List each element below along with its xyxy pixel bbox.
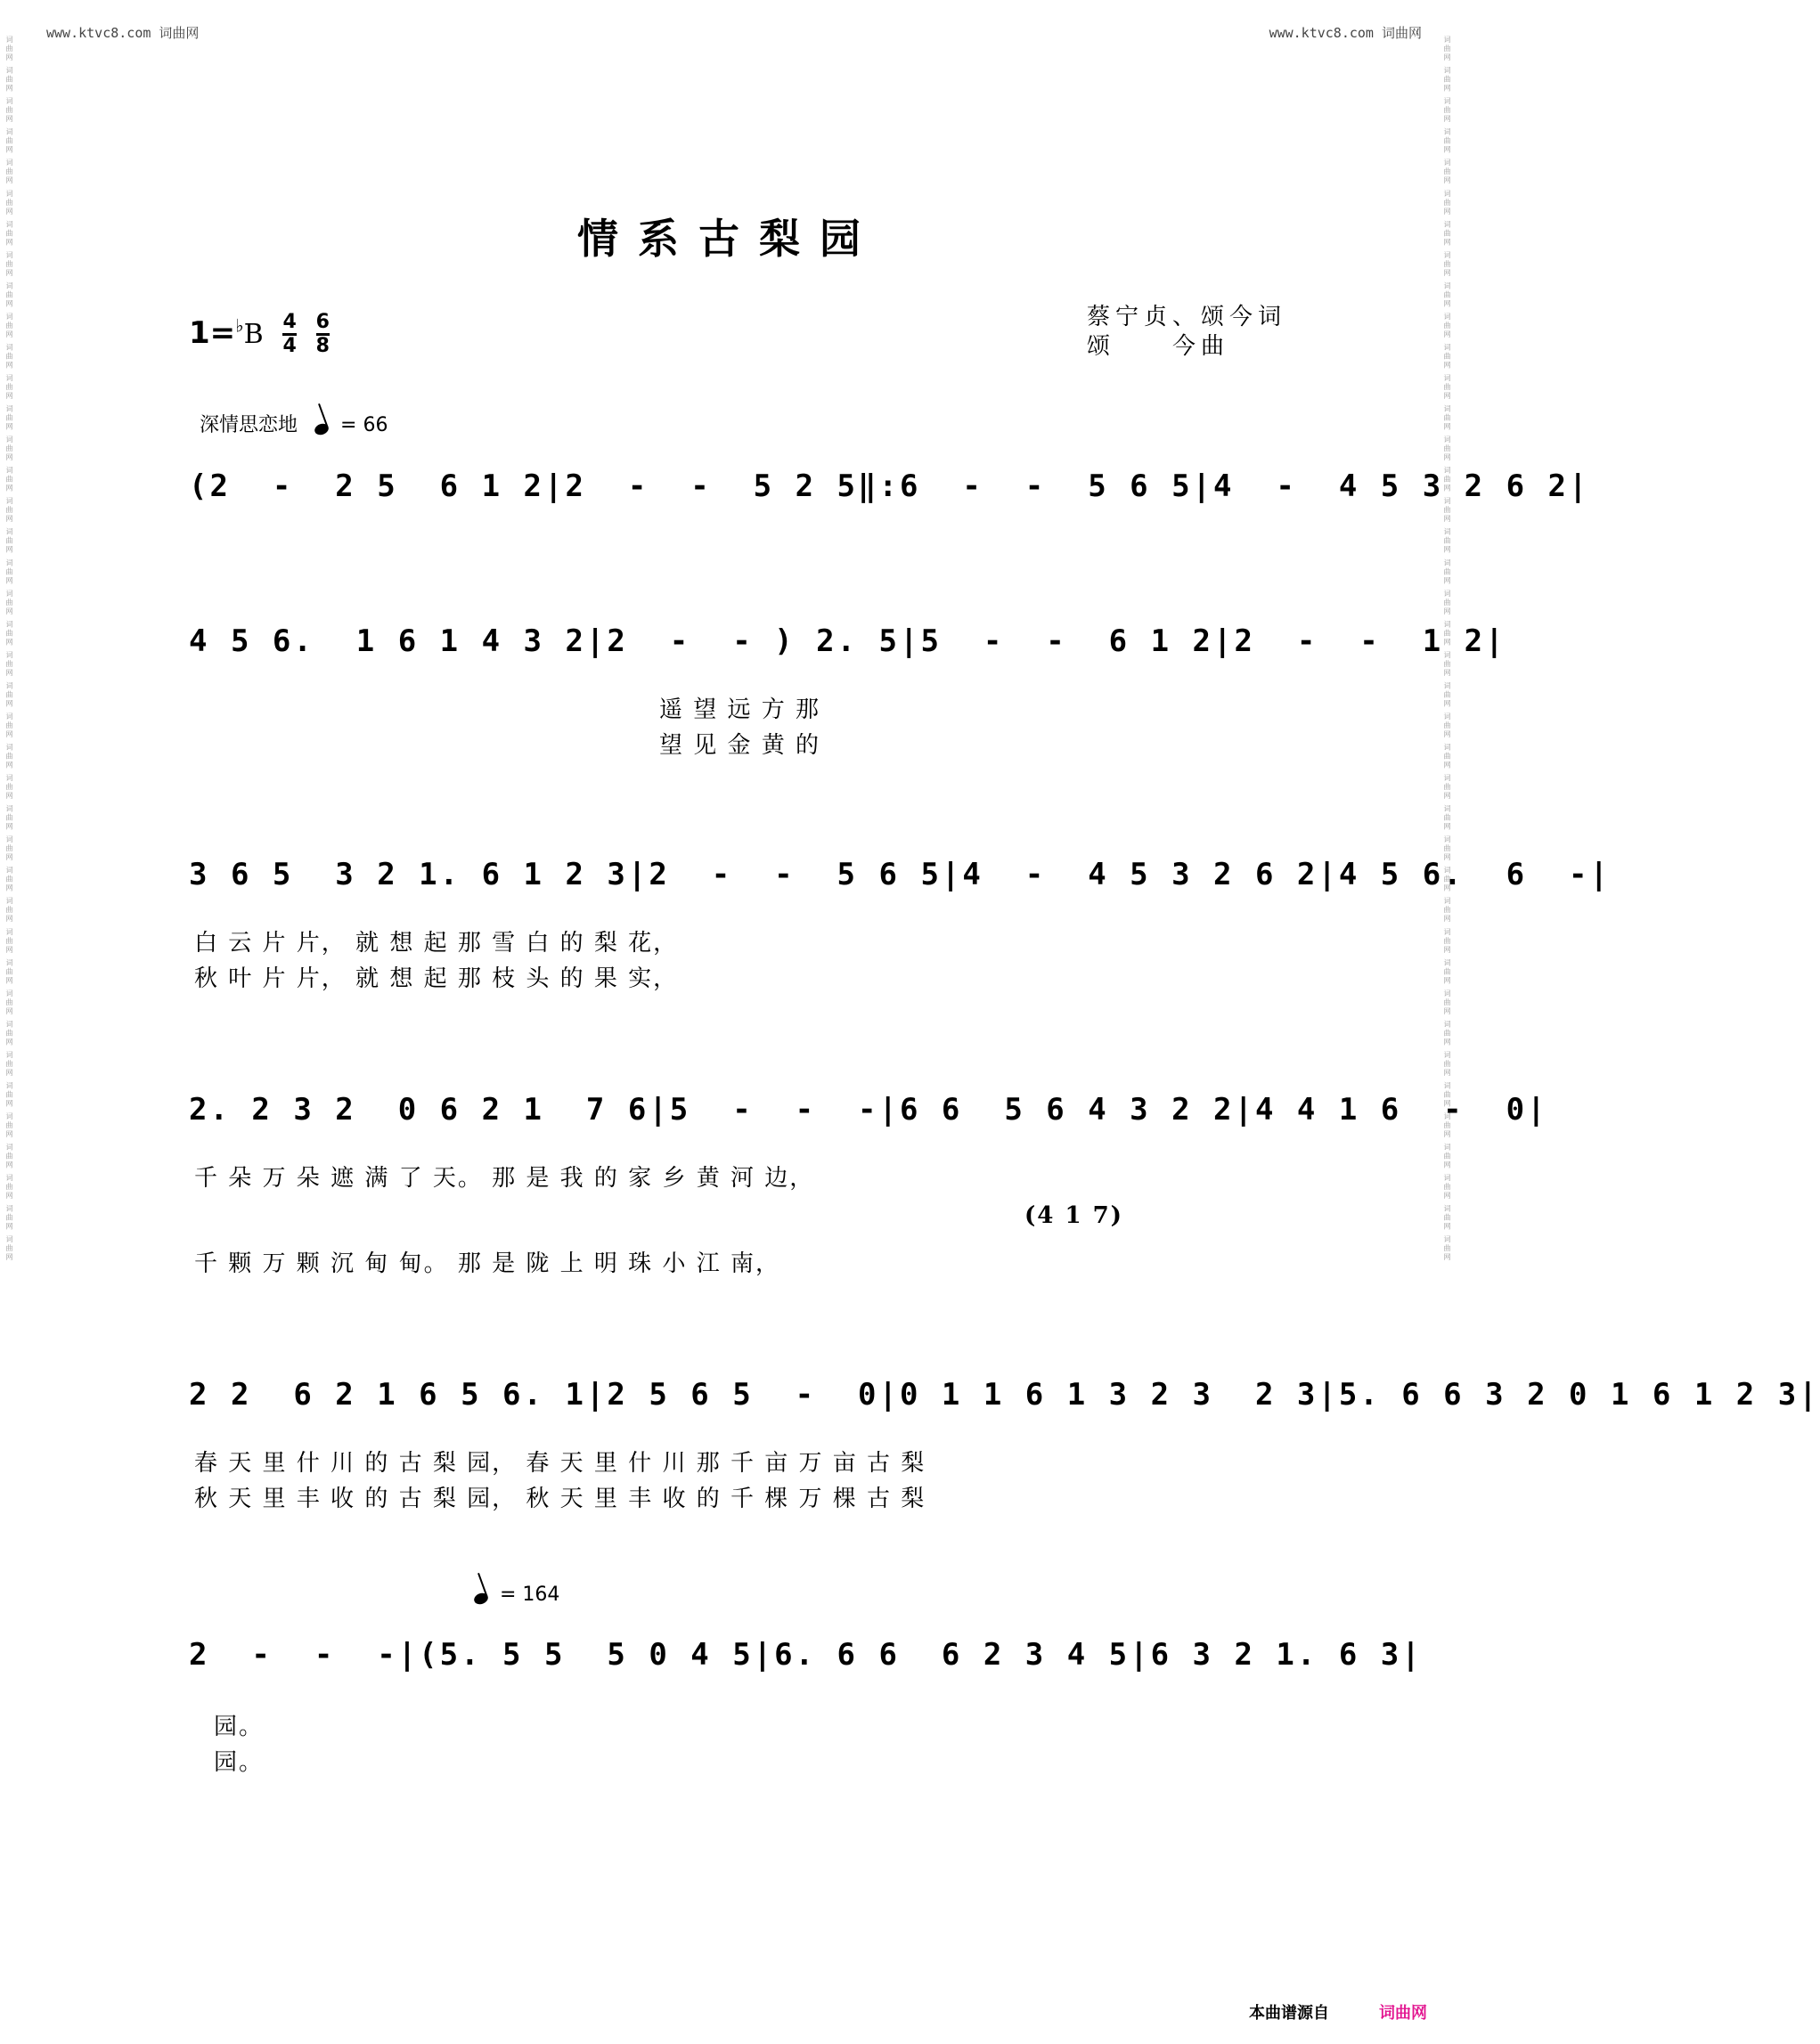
time-signature-2: $\frac{6}{8}$ bbox=[315, 311, 330, 357]
page-title: 情系古梨园 bbox=[577, 215, 880, 263]
key-signature bbox=[189, 312, 330, 357]
staff-system-3: 3 6 5 3 2 1. 6 1 2 3|2 - - 5 6 5|4 - 4 5 3 2 6 2|4 5 6. 6 -| bbox=[189, 857, 1611, 892]
tempo-value: = 66 bbox=[340, 414, 388, 436]
lyric-line: 遥 望 远 方 那 bbox=[659, 696, 821, 723]
lyric-line: 千 颗 万 颗 沉 甸 甸。 那 是 陇 上 明 珠 小 江 南， bbox=[194, 1250, 780, 1277]
lyric-line: 园。 bbox=[214, 1714, 265, 1740]
time-signature-1: $\frac{4}{4}$ bbox=[282, 311, 297, 357]
header-site-right: www.ktvc8.com 词曲网 bbox=[1269, 25, 1422, 41]
flat-sign: ♭ bbox=[235, 314, 244, 337]
watermark-strip-right: 词曲网 词曲网 词曲网 词曲网 词曲网 词曲网 词曲网 词曲网 词曲网 词曲网 词曲网 词曲网 词曲网 词曲网 词曲网 词曲网 词曲网 词曲网 词曲网 词曲网 词曲网 词曲网 词曲网 词曲网 词曲网 词曲网 词曲网 词曲网 词曲网 词曲网 词曲网 词曲网 词曲网 词曲网 词曲网 词曲网 词曲网 词曲网 词曲网 词曲网 bbox=[1443, 36, 1451, 1263]
lyric-line: 园。 bbox=[214, 1749, 265, 1776]
alternate-notes: (4 1 7) bbox=[1024, 1202, 1123, 1229]
tempo-value-2: = 164 bbox=[500, 1584, 560, 1606]
lyric-line: 春 天 里 什 川 的 古 梨 园， 春 天 里 什 川 那 千 亩 万 亩 古 梨 bbox=[194, 1450, 926, 1477]
eighth-note-icon bbox=[472, 1592, 489, 1607]
lyric-line: 白 云 片 片， 就 想 起 那 雪 白 的 梨 花， bbox=[194, 930, 679, 957]
footer-site-link[interactable]: 词曲网 bbox=[1379, 2004, 1427, 2023]
tempo-marking-2 bbox=[463, 1584, 559, 1606]
staff-system-6: 2 - - -|(5. 5 5 5 0 4 5|6. 6 6 6 2 3 4 5|6 3 2 1. 6 3| bbox=[189, 1637, 1423, 1673]
watermark-strip-left: 词曲网 词曲网 词曲网 词曲网 词曲网 词曲网 词曲网 词曲网 词曲网 词曲网 词曲网 词曲网 词曲网 词曲网 词曲网 词曲网 词曲网 词曲网 词曲网 词曲网 词曲网 词曲网 词曲网 词曲网 词曲网 词曲网 词曲网 词曲网 词曲网 词曲网 词曲网 词曲网 词曲网 词曲网 词曲网 词曲网 词曲网 词曲网 词曲网 词曲网 bbox=[5, 36, 13, 1263]
staff-system-1: (2 - 2 5 6 1 2|2 - - 5 2 5‖:6 - - 5 6 5|4 - 4 5 3 2 6 2| bbox=[189, 468, 1590, 504]
header-site-left: www.ktvc8.com 词曲网 bbox=[46, 25, 200, 41]
quarter-note-icon bbox=[313, 422, 330, 437]
lyric-line: 秋 叶 片 片， 就 想 起 那 枝 头 的 果 实， bbox=[194, 965, 679, 992]
staff-system-2: 4 5 6. 1 6 1 4 3 2|2 - - ) 2. 5|5 - - 6 1 2|2 - - 1 2| bbox=[189, 623, 1506, 659]
staff-system-4: 2. 2 3 2 0 6 2 1 7 6|5 - - -|6 6 5 6 4 3 2 2|4 4 1 6 - 0| bbox=[189, 1092, 1548, 1128]
tempo-marking bbox=[200, 410, 388, 437]
footer-source-label: 本曲谱源自 bbox=[1249, 2004, 1329, 2023]
composer-credit: 颂 今曲 bbox=[1087, 333, 1230, 360]
staff-system-5: 2 2 6 2 1 6 5 6. 1|2 5 6 5 - 0|0 1 1 6 1 3 2 3 2 3|5. 6 6 3 2 0 1 6 1 2 3| bbox=[189, 1377, 1820, 1413]
key-prefix: 1= bbox=[189, 315, 236, 351]
expression-text: 深情思恋地 bbox=[200, 414, 298, 436]
lyric-line: 望 见 金 黄 的 bbox=[659, 732, 821, 759]
key-note: B bbox=[243, 319, 264, 350]
lyricist-credit: 蔡宁贞、颂今词 bbox=[1087, 304, 1287, 330]
lyric-line: 千 朵 万 朵 遮 满 了 天。 那 是 我 的 家 乡 黄 河 边， bbox=[194, 1165, 815, 1192]
lyric-line: 秋 天 里 丰 收 的 古 梨 园， 秋 天 里 丰 收 的 千 棵 万 棵 古 梨 bbox=[194, 1486, 926, 1512]
